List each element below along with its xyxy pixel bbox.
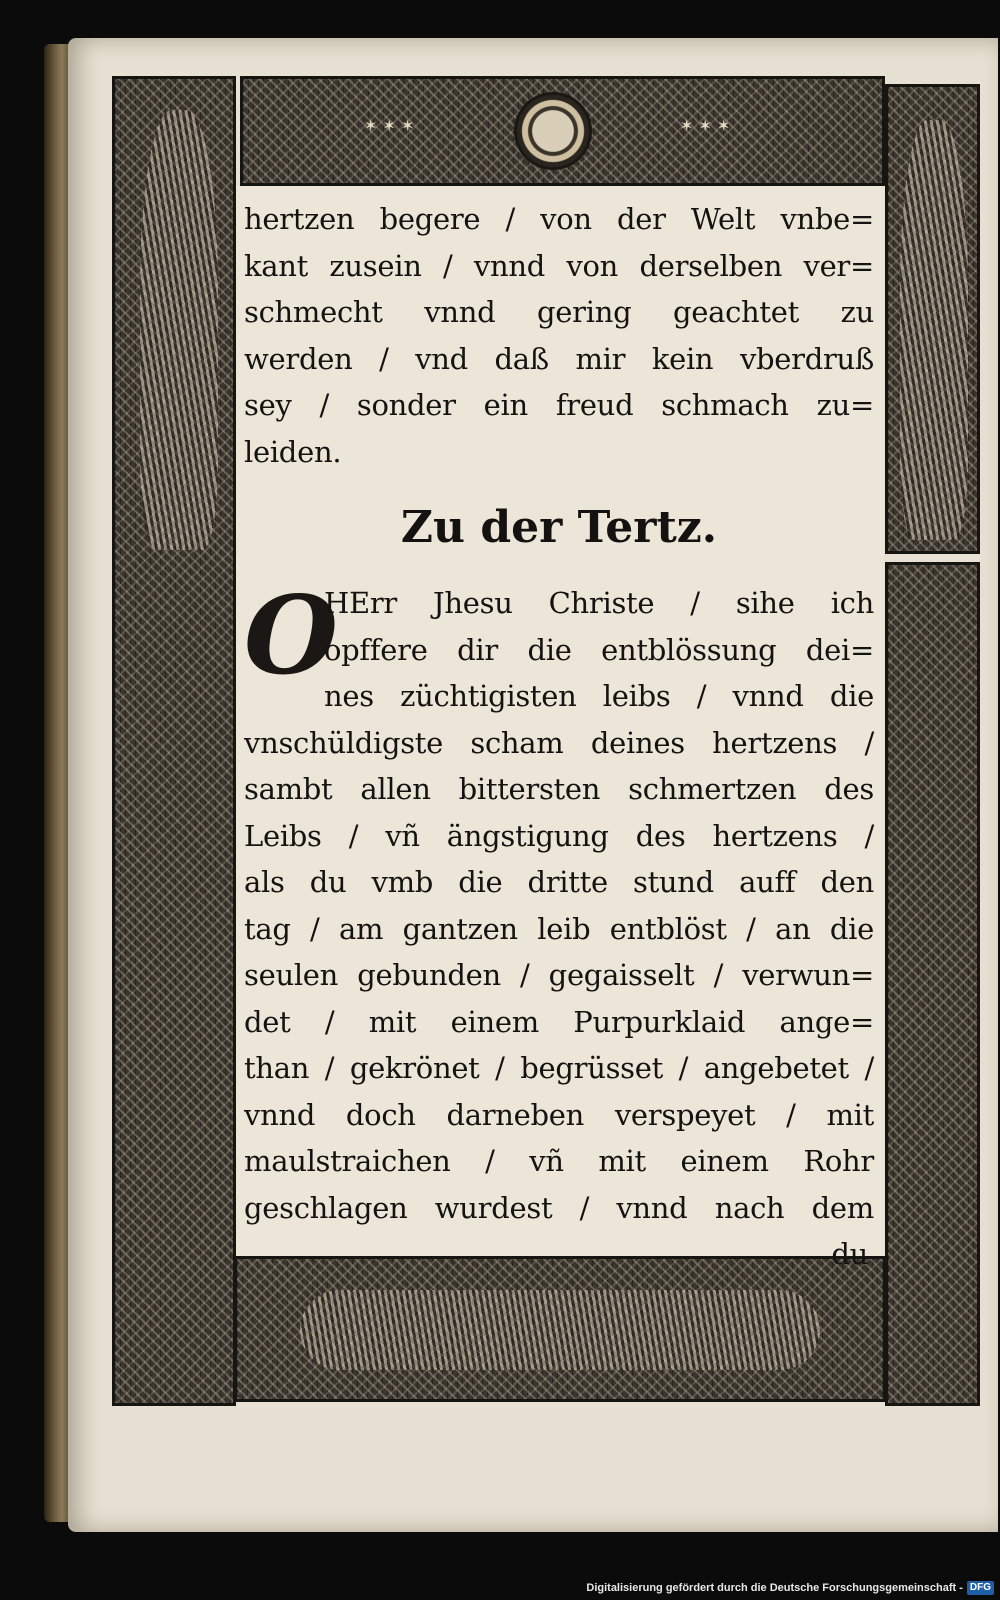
text-line: vnschüldigste scham deines hertzens / bbox=[244, 725, 874, 760]
text-line: than / gekrönet / begrüsset / angebetet / bbox=[244, 1051, 874, 1085]
text-line: maulstraichen / vñ mit einem Rohr bbox=[244, 1144, 874, 1178]
text-line: tag / am gantzen leib entblöst / an die bbox=[244, 911, 874, 946]
star-ornament: ✶ ✶ ✶ bbox=[364, 116, 415, 135]
paragraph-2 bbox=[244, 573, 874, 1278]
text-line: geschlagen wurdest / vnnd nach dem bbox=[244, 1190, 874, 1225]
woodcut-figure-right bbox=[900, 120, 968, 540]
text-line: HErr Jhesu Christe / sihe ich bbox=[324, 586, 874, 620]
section-heading: Zu der Tertz. bbox=[400, 502, 718, 553]
text-line: kant zusein / vnnd von derselben ver= bbox=[244, 248, 874, 283]
text-line: opffere dir die entblössung dei= bbox=[324, 632, 874, 667]
text-line: leiden. bbox=[244, 434, 342, 469]
text-line: werden / vnd daß mir kein vberdruß bbox=[244, 341, 874, 376]
sun-face-ornament bbox=[514, 92, 592, 170]
woodcut-figure-left bbox=[140, 110, 218, 550]
credit-text: Digitalisierung gefördert durch die Deutsche Forschungsgemeinschaft - bbox=[586, 1582, 963, 1594]
catchword: du bbox=[831, 1237, 868, 1271]
dfg-logo: DFG bbox=[967, 1581, 994, 1595]
paragraph-1 bbox=[244, 196, 874, 475]
text-line: seulen gebunden / gegaisselt / verwun= bbox=[244, 958, 874, 992]
text-line: vnnd doch darneben verspeyet / mit bbox=[244, 1097, 874, 1132]
star-ornament: ✶ ✶ ✶ bbox=[680, 116, 731, 135]
text-line: sambt allen bittersten schmertzen des bbox=[244, 772, 874, 806]
text-line: als du vmb die dritte stund auff den bbox=[244, 865, 874, 899]
text-line: schmecht vnnd gering geachtet zu bbox=[244, 295, 874, 329]
drop-initial: O bbox=[244, 573, 339, 699]
woodcut-border-right-lower bbox=[885, 562, 980, 1406]
woodcut-figure-bottom bbox=[300, 1290, 820, 1370]
text-line: nes züchtigisten leibs / vnnd die bbox=[324, 679, 874, 713]
digitization-credit bbox=[586, 1578, 994, 1598]
text-line: hertzen begere / von der Welt vnbe= bbox=[244, 202, 874, 236]
text-line: sey / sonder ein freud schmach zu= bbox=[244, 388, 874, 422]
text-line: Leibs / vñ ängstigung des hertzens / bbox=[244, 818, 874, 853]
text-line: det / mit einem Purpurklaid ange= bbox=[244, 1004, 874, 1039]
